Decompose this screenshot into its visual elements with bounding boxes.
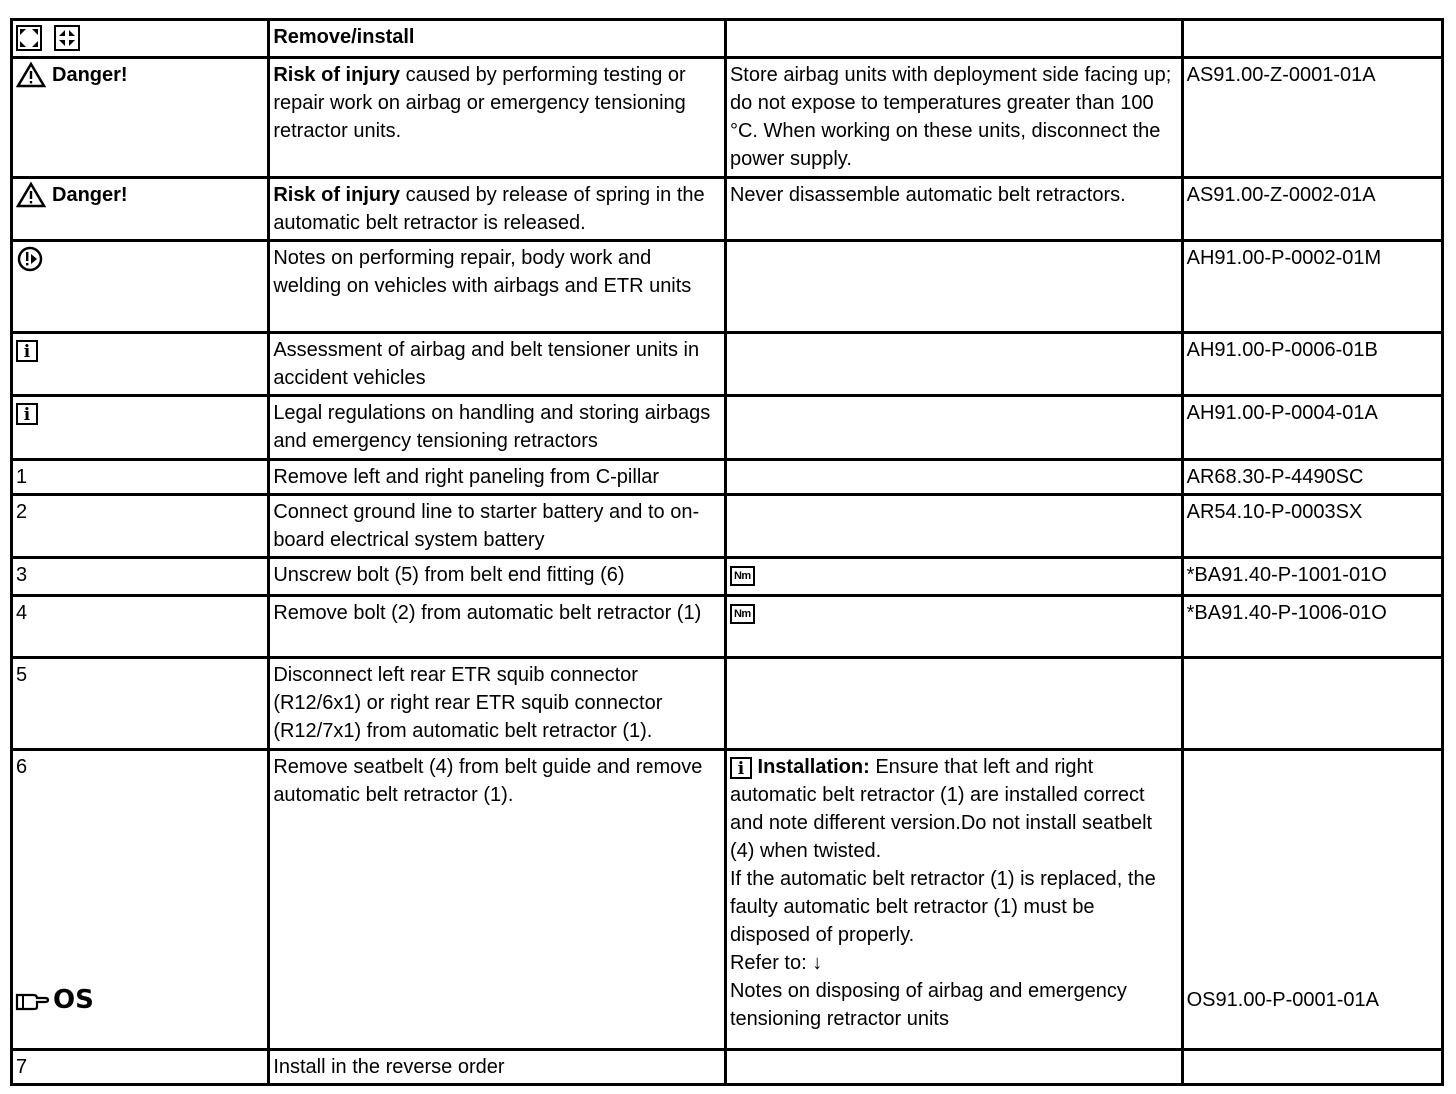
info-text: Legal regulations on handling and storing airbags and emergency tensioning retractors <box>269 396 726 460</box>
step-row <box>12 1050 1443 1085</box>
info-icon: i <box>16 403 38 425</box>
step-number: 4 <box>12 596 269 658</box>
step-number: 2 <box>12 495 269 558</box>
danger-label: Danger! <box>52 184 128 206</box>
warning-triangle-icon <box>16 182 46 208</box>
step-text: Connect ground line to starter battery and to on-board electrical system battery <box>269 495 726 558</box>
danger-row <box>12 58 1443 178</box>
reference-link[interactable]: AS91.00-Z-0001-01A <box>1182 58 1442 178</box>
installation-lead: Installation: <box>757 756 870 778</box>
reference-link[interactable]: AS91.00-Z-0002-01A <box>1182 178 1442 241</box>
step-text: Remove left and right paneling from C-pillar <box>269 460 726 495</box>
header-row <box>12 20 1443 58</box>
step-number: 6 <box>16 756 28 778</box>
collapse-icon[interactable] <box>54 25 80 51</box>
step-number: 3 <box>12 558 269 596</box>
pointing-hand-icon <box>15 989 49 1011</box>
reference-link[interactable] <box>1182 658 1442 750</box>
danger-label: Danger! <box>52 64 128 86</box>
info-row <box>12 333 1443 396</box>
header-icons-cell <box>12 20 269 58</box>
reference-link[interactable]: OS91.00-P-0001-01A <box>1182 750 1442 1050</box>
refer-to-link[interactable]: Refer to: ↓ <box>729 952 823 974</box>
header-title: Remove/install <box>269 20 726 58</box>
danger-row <box>12 178 1443 241</box>
notes-text: Notes on performing repair, body work and welding on vehicles with airbags and ETR units <box>269 241 726 333</box>
info-text: Assessment of airbag and belt tensioner units in accident vehicles <box>269 333 726 396</box>
os-reference-marker <box>15 986 94 1014</box>
step-text: Remove bolt (2) from automatic belt retractor (1) <box>269 596 726 658</box>
risk-lead: Risk of injury <box>273 64 401 86</box>
step-row <box>12 495 1443 558</box>
reference-link[interactable]: AR68.30-P-4490SC <box>1182 460 1442 495</box>
risk-lead: Risk of injury <box>273 184 401 206</box>
reference-link[interactable] <box>1182 1050 1442 1085</box>
step-row <box>12 558 1443 596</box>
reference-link[interactable]: *BA91.40-P-1001-01O <box>1182 558 1442 596</box>
step-text: Remove seatbelt (4) from belt guide and remove automatic belt retractor (1). <box>269 750 726 1050</box>
notes-icon <box>16 245 44 273</box>
step-number: 5 <box>12 658 269 750</box>
step-text: Unscrew bolt (5) from belt end fitting (6) <box>269 558 726 596</box>
step-number: 7 <box>12 1050 269 1085</box>
step-row <box>12 750 1443 1050</box>
installation-text: Ensure that left and right automatic belt retractor (1) are installed correct and note different version.Do not install seatbelt (4) when twisted. <box>729 756 1153 862</box>
disposal-notes-text: Notes on disposing of airbag and emergency tensioning retractor units <box>729 980 1127 1030</box>
info-row <box>12 396 1443 460</box>
danger-note: Store airbag units with deployment side facing up; do not expose to temperatures greater than 100 °C. When working on these units, disconnect the power supply. <box>725 58 1182 178</box>
reference-link[interactable]: AH91.00-P-0006-01B <box>1182 333 1442 396</box>
disposal-text: If the automatic belt retractor (1) is replaced, the faulty automatic belt retractor (1) must be disposed of properly. <box>729 868 1156 946</box>
reference-link[interactable]: AH91.00-P-0002-01M <box>1182 241 1442 333</box>
reference-link[interactable]: AR54.10-P-0003SX <box>1182 495 1442 558</box>
warning-triangle-icon <box>16 62 46 88</box>
risk-text: caused by performing testing or repair work on airbag or emergency tensioning retractor units. <box>273 64 686 142</box>
risk-text: caused by release of spring in the automatic belt retractor is released. <box>273 184 705 234</box>
step-row <box>12 596 1443 658</box>
notes-row <box>12 241 1443 333</box>
step-number: 1 <box>12 460 269 495</box>
step-row <box>12 658 1443 750</box>
procedure-table <box>10 18 1444 1086</box>
expand-icon[interactable] <box>16 25 42 51</box>
reference-link[interactable]: *BA91.40-P-1006-01O <box>1182 596 1442 658</box>
info-icon: i <box>730 757 752 779</box>
os-label: OS <box>53 985 94 1015</box>
step-text: Install in the reverse order <box>269 1050 726 1085</box>
torque-nm-icon[interactable]: Nm <box>730 566 755 586</box>
step-row <box>12 460 1443 495</box>
step-text: Disconnect left rear ETR squib connector (R12/6x1) or right rear ETR squib connector (R12/7x1) from automatic belt retractor (1). <box>269 658 726 750</box>
torque-nm-icon[interactable]: Nm <box>730 604 755 624</box>
danger-note: Never disassemble automatic belt retractors. <box>725 178 1182 241</box>
reference-link[interactable]: AH91.00-P-0004-01A <box>1182 396 1442 460</box>
info-icon: i <box>16 340 38 362</box>
